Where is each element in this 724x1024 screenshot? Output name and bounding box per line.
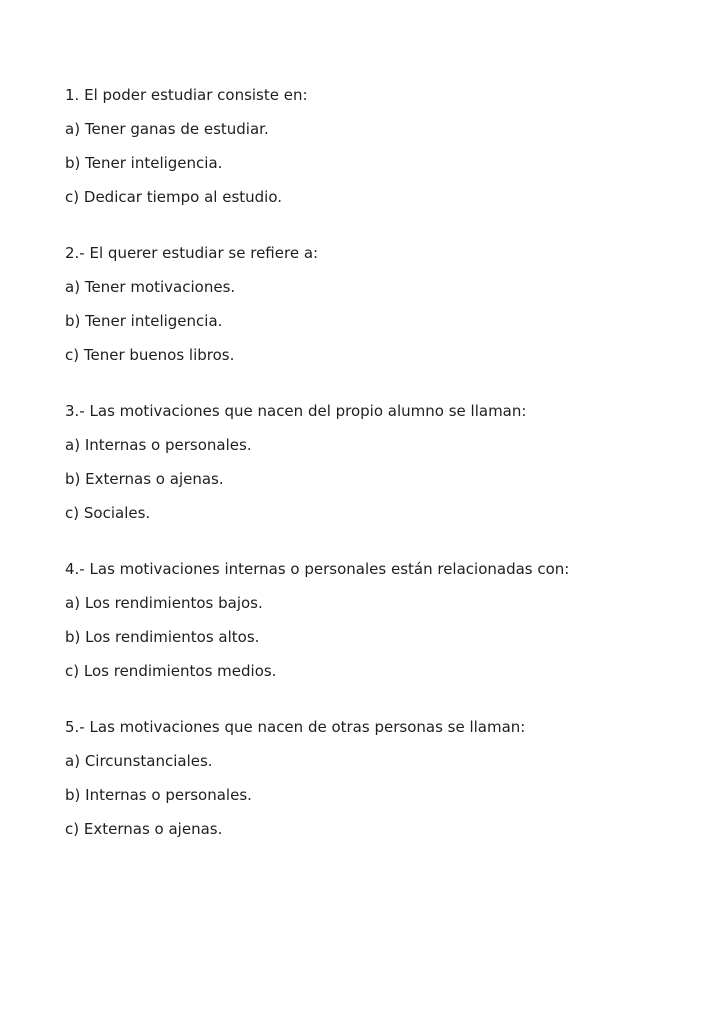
- question-block-4: [65, 560, 684, 681]
- question-title: [65, 244, 684, 263]
- option-text: Externas o ajenas.: [83, 820, 223, 838]
- option-letter: b): [65, 628, 81, 646]
- option-letter: b): [65, 154, 81, 172]
- question-number: 5.-: [65, 718, 85, 736]
- answer-option: [65, 312, 684, 331]
- option-letter: b): [65, 786, 81, 804]
- option-letter: b): [65, 312, 81, 330]
- question-prompt: Las motivaciones que nacen del propio alumno se llaman:: [89, 402, 527, 420]
- answer-option: [65, 786, 684, 805]
- option-letter: a): [65, 278, 81, 296]
- answer-option: [65, 504, 684, 523]
- option-text: Los rendimientos altos.: [85, 628, 260, 646]
- option-letter: c): [65, 662, 80, 680]
- option-letter: c): [65, 346, 80, 364]
- answer-option: [65, 470, 684, 489]
- option-letter: a): [65, 436, 81, 454]
- option-text: Circunstanciales.: [84, 752, 213, 770]
- answer-option: [65, 820, 684, 839]
- answer-option: [65, 278, 684, 297]
- option-text: Internas o personales.: [84, 436, 252, 454]
- answer-option: [65, 154, 684, 173]
- question-title: [65, 560, 684, 579]
- question-block-5: [65, 718, 684, 839]
- answer-option: [65, 662, 684, 681]
- answer-option: [65, 436, 684, 455]
- question-number: 1.: [65, 86, 80, 104]
- question-block-2: [65, 244, 684, 365]
- question-prompt: Las motivaciones internas o personales están relacionadas con:: [89, 560, 570, 578]
- answer-option: [65, 628, 684, 647]
- option-text: Sociales.: [83, 504, 151, 522]
- question-number: 2.-: [65, 244, 85, 262]
- question-prompt: El querer estudiar se refiere a:: [89, 244, 319, 262]
- option-text: Tener buenos libros.: [83, 346, 235, 364]
- option-text: Dedicar tiempo al estudio.: [83, 188, 283, 206]
- question-block-3: [65, 402, 684, 523]
- option-letter: c): [65, 820, 80, 838]
- option-letter: b): [65, 470, 81, 488]
- question-title: [65, 718, 684, 737]
- option-text: Tener motivaciones.: [84, 278, 236, 296]
- question-title: [65, 402, 684, 421]
- option-letter: a): [65, 594, 81, 612]
- question-number: 4.-: [65, 560, 85, 578]
- question-prompt: Las motivaciones que nacen de otras personas se llaman:: [89, 718, 526, 736]
- option-text: Externas o ajenas.: [85, 470, 224, 488]
- answer-option: [65, 752, 684, 771]
- option-text: Internas o personales.: [85, 786, 252, 804]
- option-letter: a): [65, 752, 81, 770]
- option-text: Los rendimientos medios.: [83, 662, 277, 680]
- option-text: Los rendimientos bajos.: [84, 594, 263, 612]
- answer-option: [65, 120, 684, 139]
- option-letter: a): [65, 120, 81, 138]
- question-prompt: El poder estudiar consiste en:: [84, 86, 308, 104]
- option-letter: c): [65, 504, 80, 522]
- answer-option: [65, 594, 684, 613]
- question-title: [65, 86, 684, 105]
- option-text: Tener ganas de estudiar.: [84, 120, 269, 138]
- answer-option: [65, 346, 684, 365]
- answer-option: [65, 188, 684, 207]
- option-text: Tener inteligencia.: [85, 154, 223, 172]
- option-letter: c): [65, 188, 80, 206]
- question-number: 3.-: [65, 402, 85, 420]
- option-text: Tener inteligencia.: [85, 312, 223, 330]
- question-block-1: [65, 86, 684, 207]
